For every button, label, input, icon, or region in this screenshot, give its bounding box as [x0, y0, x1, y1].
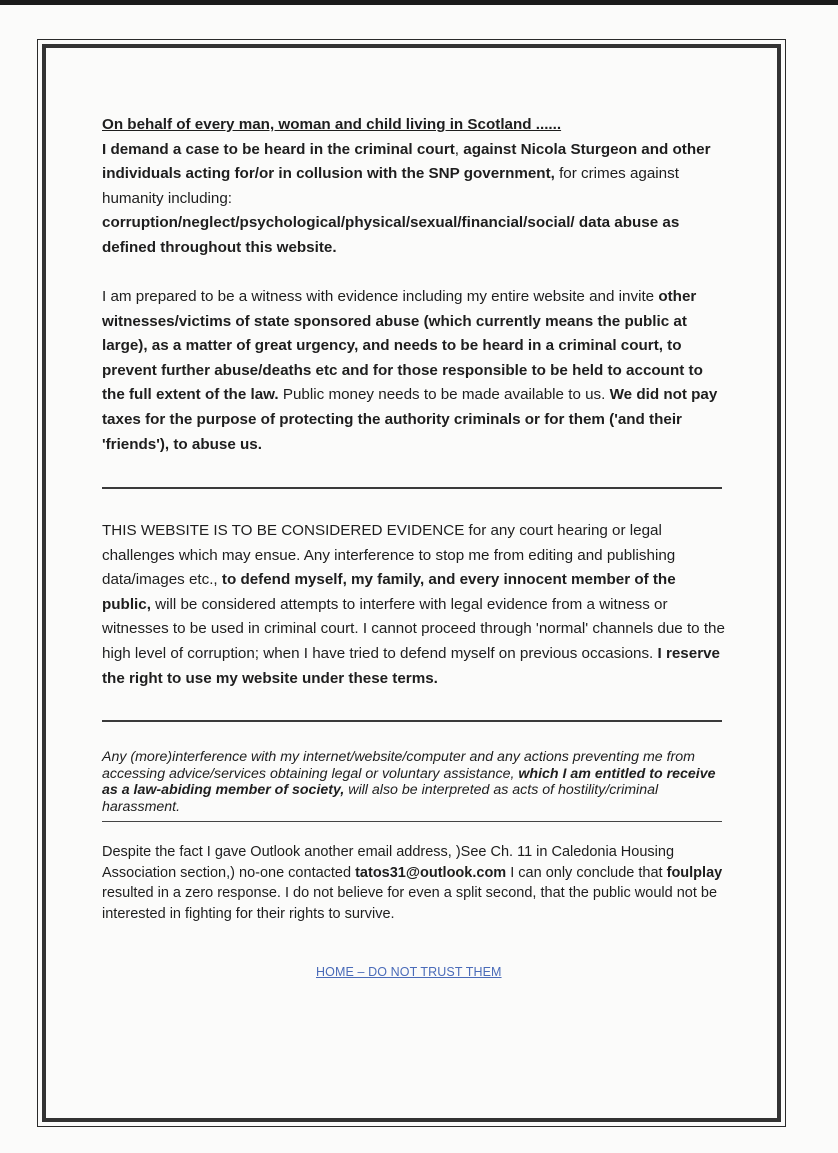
witness-plain-2: Public money needs to be made available to us.: [278, 386, 610, 404]
divider-3: [102, 821, 722, 822]
evidence-bold-1: to defend myself, my family, and every innocent member of the public,: [102, 571, 676, 613]
outlook-plain-2: I can only conclude that: [506, 864, 667, 881]
interference-paragraph: [102, 749, 727, 815]
contact-email: tatos31@outlook.com: [355, 864, 507, 881]
outlook-bold-1: foulplay: [666, 864, 723, 881]
interference-bold-1: which I am entitled to receive as a law-abiding member of society,: [102, 765, 716, 798]
evidence-paragraph: [102, 519, 727, 691]
accused-text: against Nicola Sturgeon and other individuals acting for/or in collusion with the SNP government,: [102, 140, 711, 183]
outlook-plain-1: Despite the fact I gave Outlook another email address, )See Ch. 11 in Caledonia Housing Association section,) no-one contacted: [102, 844, 675, 881]
evidence-bold-2: I reserve the right to use my website under these terms.: [102, 644, 721, 687]
home-link[interactable]: HOME – DO NOT TRUST THEM: [316, 965, 502, 979]
witness-plain-1: I am prepared to be a witness with evidence including my entire website and invite: [102, 288, 659, 305]
evidence-plain-2: will be considered attempts to interfere with legal evidence from a witness or witnesses to be used in criminal court. I cannot proceed through 'normal' channels due to the high level of corruption; when I have tried to defend myself on previous occasions.: [102, 595, 725, 662]
abuse-list: corruption/neglect/psychological/physical/sexual/financial/social/ data abuse as defined throughout this website.: [102, 214, 680, 256]
witness-bold-1: other witnesses/victims of state sponsored abuse (which currently means the public at large), as a matter of great urgency, and needs to be heard in a criminal court, to prevent further abuse/deaths etc and for those responsible to be held to account to the full extent of the law.: [102, 288, 703, 404]
crimes-text: for crimes against humanity including:: [102, 165, 679, 207]
intro-paragraph: [102, 113, 727, 261]
evidence-plain-1: THIS WEBSITE IS TO BE CONSIDERED EVIDENCE for any court hearing or legal challenges which may ensue. Any interference to stop me from editing and publishing data/images etc.,: [102, 522, 676, 589]
outlook-paragraph: [102, 842, 727, 924]
intro-heading: On behalf of every man, woman and child living in Scotland ......: [102, 116, 562, 133]
divider-1: [102, 487, 722, 489]
demand-text: I demand a case to be heard in the criminal court: [102, 140, 455, 158]
divider-2: [102, 720, 722, 722]
outlook-plain-3: resulted in a zero response. I do not believe for even a split second, that the public would not be interested in fighting for their rights to survive.: [102, 885, 718, 922]
interference-plain-1: Any (more)interference with my internet/website/computer and any actions preventing me from accessing advice/services obtaining legal or voluntary assistance,: [102, 749, 695, 782]
witness-bold-2: We did not pay taxes for the purpose of protecting the authority criminals or for them ('and their 'friends'), to abuse us.: [102, 386, 718, 453]
witness-paragraph: [102, 285, 727, 457]
interference-plain-2: will also be interpreted as acts of hostility/criminal harassment.: [102, 782, 659, 815]
scan-top-edge: [0, 0, 838, 5]
demand-separator: ,: [454, 140, 464, 158]
